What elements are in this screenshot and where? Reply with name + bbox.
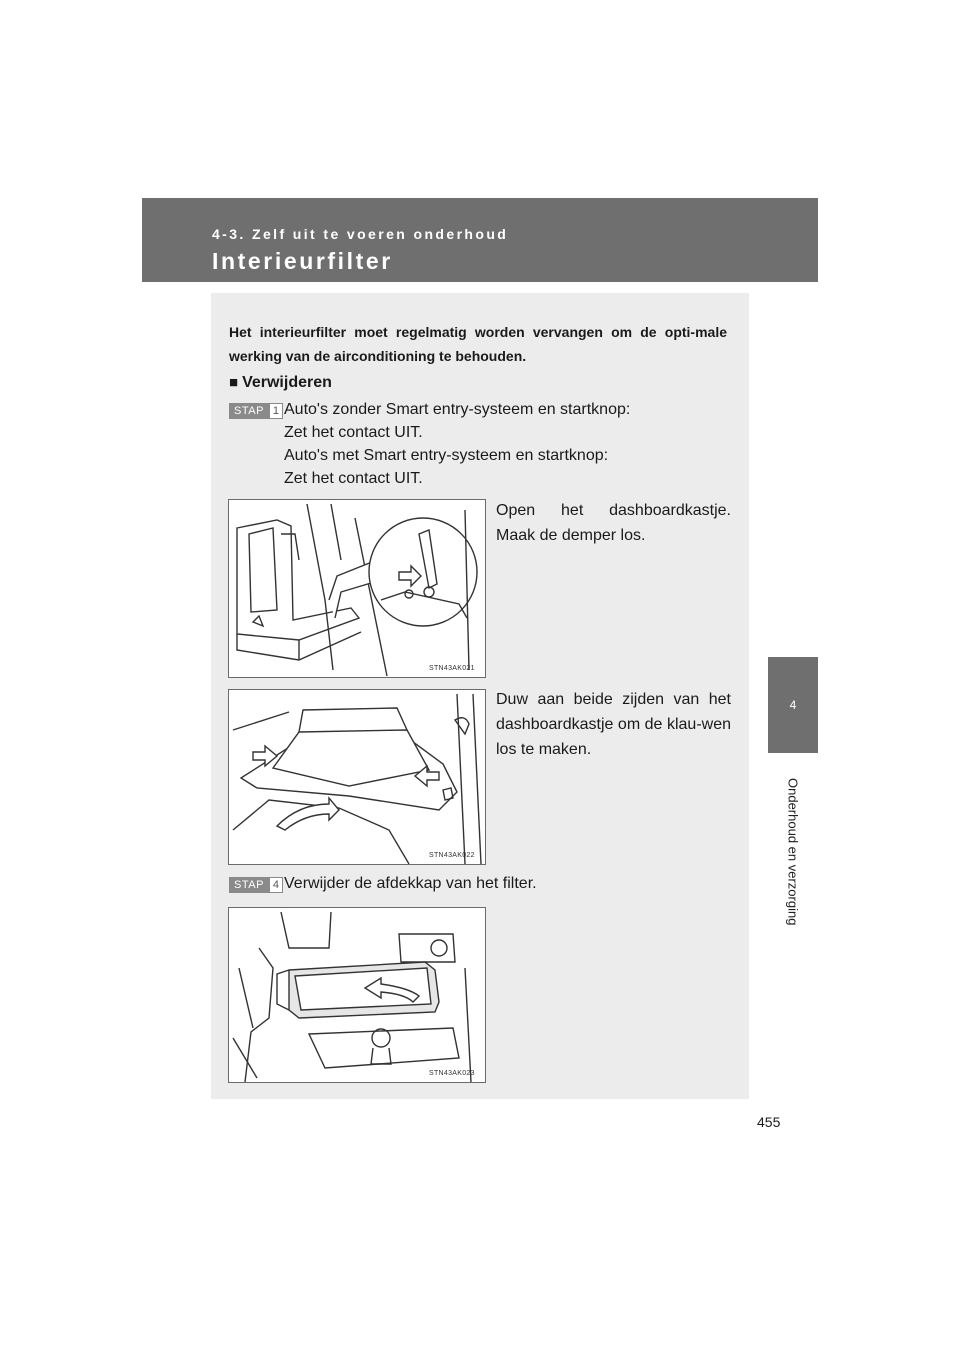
figure-code: STN43AK021 (429, 665, 475, 672)
subheading-text: Verwijderen (242, 374, 332, 391)
step-badge-number: 1 (269, 403, 283, 419)
step-badge-word: STAP (229, 403, 269, 419)
step-1-line-4: Zet het contact UIT. (284, 470, 423, 487)
section-label: 4-3. Zelf uit te voeren onderhoud (212, 226, 509, 242)
step-4-badge (229, 877, 283, 893)
page-title: Interieurfilter (212, 248, 393, 274)
figure-filter-cover (228, 907, 486, 1083)
figure-glovebox-damper (228, 499, 486, 678)
chapter-number: 4 (789, 698, 797, 712)
intro-paragraph: Het interieurfilter moet regelmatig worden vervangen om de opti-male werking van de airconditioning te behouden. (229, 324, 727, 364)
page-number: 455 (757, 1114, 781, 1130)
chapter-tab (768, 657, 818, 753)
step-1-line-1: Auto's zonder Smart entry-systeem en startknop: (284, 401, 631, 418)
chapter-label-text: Onderhoud en verzorging (785, 778, 801, 926)
step-3-text: Duw aan beide zijden van het dashboardkastje om de klau-wen los te maken. (496, 691, 731, 758)
step-1-badge (229, 403, 283, 419)
step-1-line-2: Zet het contact UIT. (284, 424, 423, 441)
step-1-line-3: Auto's met Smart entry-systeem en startknop: (284, 447, 609, 464)
subheading (229, 374, 332, 392)
figure-glovebox-claws (228, 689, 486, 865)
step-4-text: Verwijder de afdekkap van het filter. (284, 875, 537, 892)
figure-code: STN43AK022 (429, 852, 475, 859)
step-2-text: Open het dashboardkastje. Maak de demper los. (496, 502, 731, 544)
figure-code: STN43AK023 (429, 1070, 475, 1077)
chapter-label (768, 762, 818, 942)
square-bullet-icon: ■ (229, 374, 239, 391)
step-badge-number: 4 (269, 877, 283, 893)
step-badge-word: STAP (229, 877, 269, 893)
